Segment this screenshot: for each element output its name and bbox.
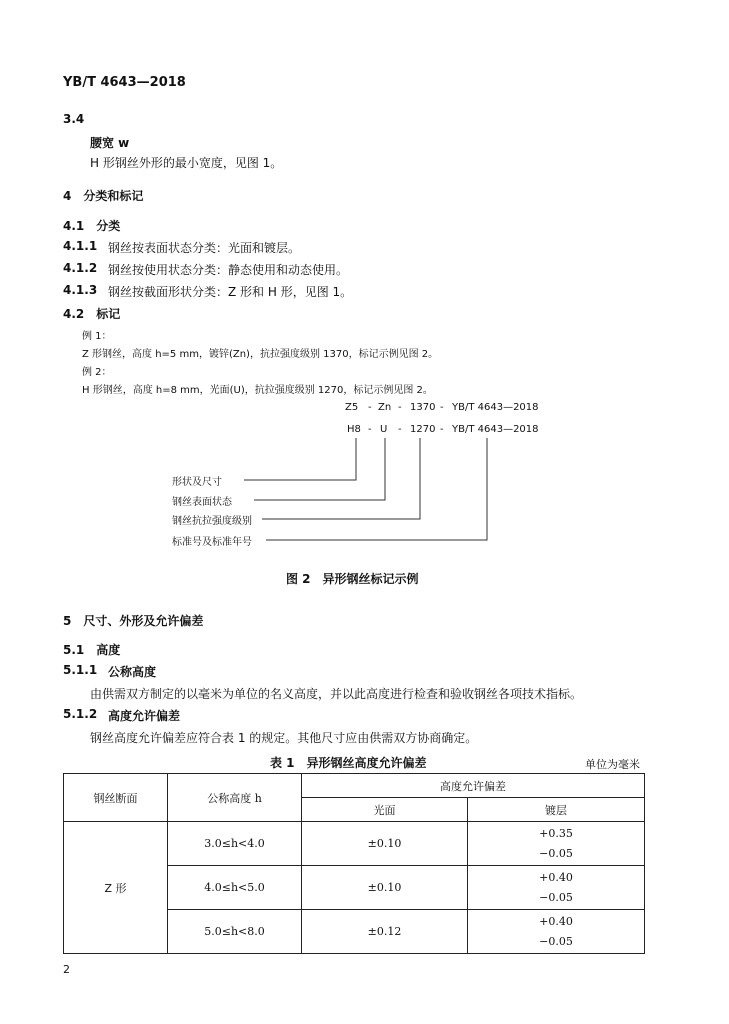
section-3-4-number: 3.4 (63, 112, 85, 126)
cell-bright: ±0.10 (302, 822, 468, 866)
standard-code: YB/T 4643—2018 (63, 75, 186, 90)
section-4-1-1-text: 钢丝按表面状态分类：光面和镀层。 (108, 241, 301, 255)
coated-plus: +0.40 (539, 914, 573, 928)
marking-1-dash-2: - (398, 402, 402, 413)
section-4-1-3-text: 钢丝按截面形状分类：Z 形和 H 形，见图 1。 (108, 285, 353, 299)
label-surface-state: 钢丝表面状态 (172, 497, 232, 508)
section-4-1-1-number: 4.1.1 (63, 239, 98, 253)
tolerance-table (63, 773, 645, 954)
marking-1-surface: Zn (378, 402, 392, 413)
example-2-text: H 形钢丝，高度 h=8 mm，光面(U)，抗拉强度级别 1270，标记示例见图 2。 (82, 385, 433, 396)
cell-bright: ±0.12 (302, 910, 468, 954)
label-strength-grade: 钢丝抗拉强度级别 (172, 516, 252, 527)
header-coated: 镀层 (468, 798, 645, 822)
page-number: 2 (63, 963, 70, 976)
coated-plus: +0.40 (539, 870, 573, 884)
leader-shape (244, 438, 356, 480)
term-waist-width: 腰宽 w (90, 136, 130, 150)
section-5-1-2-title: 高度允许偏差 (108, 709, 181, 723)
section-5-1-1-text: 由供需双方制定的以毫米为单位的名义高度，并以此高度进行检查和验收钢丝各项技术指标。 (90, 687, 583, 701)
coated-minus: −0.05 (539, 890, 573, 904)
marking-2-strength: 1270 (410, 424, 436, 435)
example-1-text: Z 形钢丝，高度 h=5 mm，镀锌(Zn)，抗拉强度级别 1370，标记示例见图 2。 (82, 349, 439, 360)
marking-2-standard: YB/T 4643—2018 (452, 424, 539, 435)
section-4-1-2-text: 钢丝按使用状态分类：静态使用和动态使用。 (108, 263, 349, 277)
cell-range: 4.0≤h<5.0 (168, 866, 302, 910)
term-definition: H 形钢丝外形的最小宽度，见图 1。 (90, 156, 283, 170)
coated-minus: −0.05 (539, 846, 573, 860)
section-4-heading: 4 分类和标记 (63, 189, 144, 203)
marking-2-shape: H8 (347, 424, 361, 435)
cell-section: Z 形 (64, 822, 168, 954)
section-5-1-1-number: 5.1.1 (63, 663, 98, 677)
marking-1-standard: YB/T 4643—2018 (452, 402, 539, 413)
coated-plus: +0.35 (539, 826, 573, 840)
section-4-2-heading: 4.2 标记 (63, 307, 121, 321)
header-tolerance: 高度允许偏差 (302, 774, 645, 798)
cell-range: 3.0≤h<4.0 (168, 822, 302, 866)
table-row (64, 822, 645, 866)
coated-minus: −0.05 (539, 934, 573, 948)
cell-bright: ±0.10 (302, 866, 468, 910)
cell-coated (468, 822, 645, 866)
marking-1-strength: 1370 (410, 402, 436, 413)
figure-2-caption: 图 2 异形钢丝标记示例 (286, 572, 419, 586)
cell-coated (468, 866, 645, 910)
leader-strength (262, 438, 420, 519)
marking-1-dash-1: - (368, 402, 372, 413)
cell-range: 5.0≤h<8.0 (168, 910, 302, 954)
leader-standard (266, 438, 487, 540)
section-4-1-2-number: 4.1.2 (63, 261, 98, 275)
section-5-1-1-title: 公称高度 (108, 665, 157, 679)
marking-1-shape: Z5 (345, 402, 359, 413)
header-height: 公称高度 h (168, 774, 302, 822)
section-4-1-heading: 4.1 分类 (63, 219, 121, 233)
label-shape-size: 形状及尺寸 (172, 477, 222, 488)
marking-2-dash-3: - (440, 424, 444, 435)
marking-1-dash-3: - (440, 402, 444, 413)
example-2-label: 例 2： (82, 367, 112, 378)
cell-coated (468, 910, 645, 954)
header-section: 钢丝断面 (64, 774, 168, 822)
label-standard-year: 标准号及标准年号 (172, 537, 252, 548)
marking-2-surface: U (380, 424, 388, 435)
marking-2-dash-2: - (398, 424, 402, 435)
section-5-1-heading: 5.1 高度 (63, 643, 121, 657)
table-1-caption: 表 1 异形钢丝高度允许偏差 (270, 756, 427, 770)
table-1-unit: 单位为毫米 (585, 758, 640, 771)
example-1-label: 例 1： (82, 331, 112, 342)
header-bright: 光面 (302, 798, 468, 822)
section-5-1-2-text: 钢丝高度允许偏差应符合表 1 的规定。其他尺寸应由供需双方协商确定。 (90, 731, 478, 745)
section-5-heading: 5 尺寸、外形及允许偏差 (63, 614, 204, 628)
section-4-1-3-number: 4.1.3 (63, 283, 98, 297)
leader-surface (254, 438, 385, 500)
section-5-1-2-number: 5.1.2 (63, 707, 98, 721)
marking-2-dash-1: - (368, 424, 372, 435)
